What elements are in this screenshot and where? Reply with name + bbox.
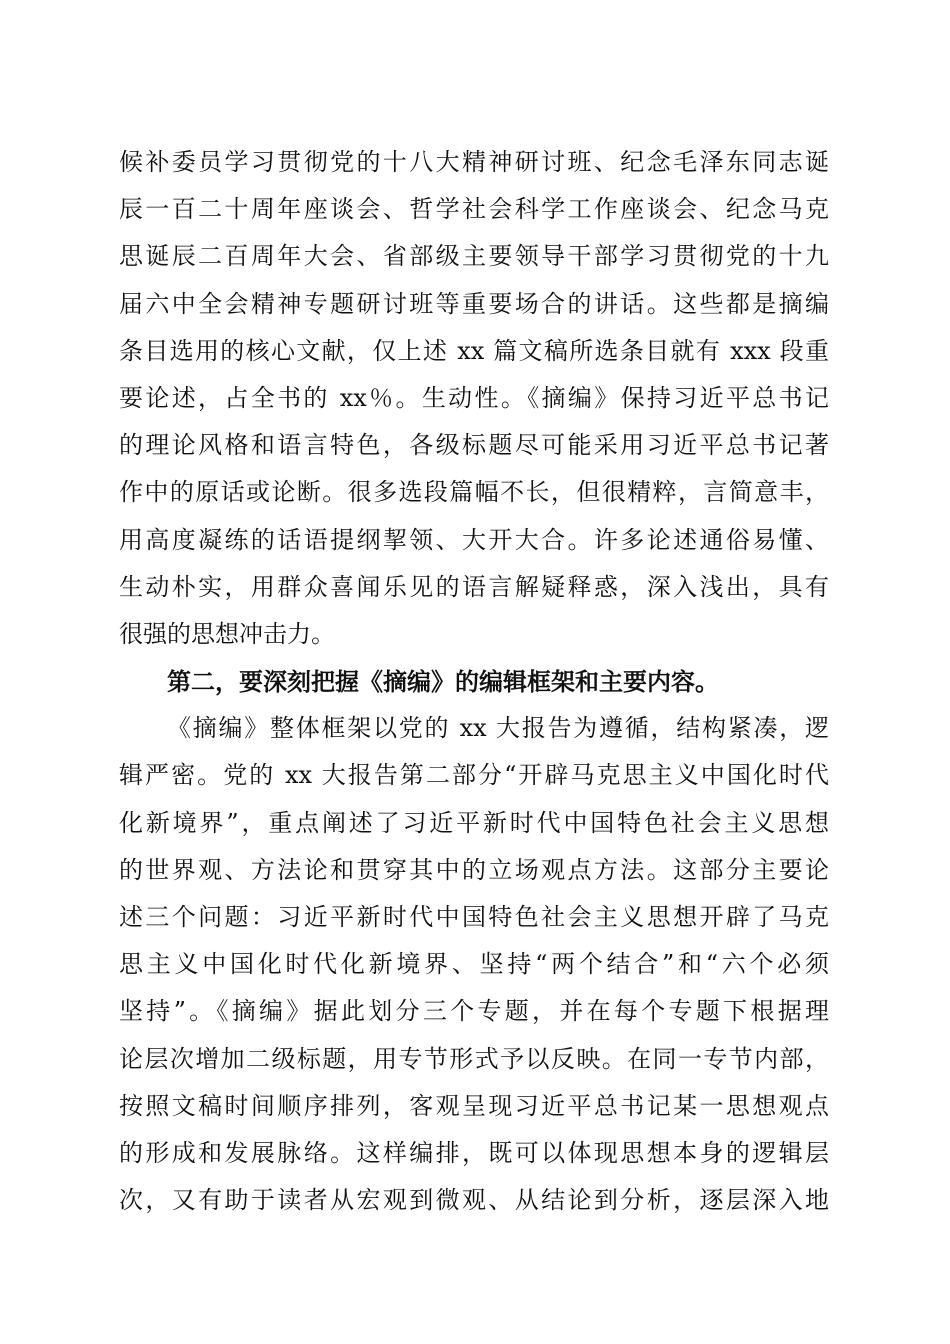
text-line: 辑严密。党的 xx 大报告第二部分“开辟马克思主义中国化时代 [119, 761, 829, 790]
text-line: 很强的思想冲击力。 [119, 619, 335, 648]
text-line: 《摘编》整体框架以党的 xx 大报告为遵循，结构紧凑，逻 [167, 714, 829, 743]
text-line: 的世界观、方法论和贯穿其中的立场观点方法。这部分主要论 [119, 855, 829, 884]
text-line: 条目选用的核心文献，仅上述 xx 篇文稿所选条目就有 xxx 段重 [119, 336, 829, 365]
text-line: 化新境界”，重点阐述了习近平新时代中国特色社会主义思想 [119, 808, 829, 837]
text-line: 按照文稿时间顺序排列，客观呈现习近平总书记某一思想观点 [119, 1091, 829, 1120]
text-line: 辰一百二十周年座谈会、哲学社会科学工作座谈会、纪念马克 [119, 195, 829, 224]
text-line: 用高度凝练的话语提纲挈领、大开大合。许多论述通俗易懂、 [119, 525, 829, 554]
text-line: 思诞辰二百周年大会、省部级主要领导干部学习贯彻党的十九 [119, 242, 829, 271]
section-heading: 第二，要深刻把握《摘编》的编辑框架和主要内容。 [167, 667, 719, 697]
text-line: 述三个问题：习近平新时代中国特色社会主义思想开辟了马克 [119, 903, 829, 931]
document-body [119, 139, 829, 1224]
text-line: 要论述，占全书的 xx％。生动性。《摘编》保持习近平总书记 [119, 383, 829, 412]
text-line: 论层次增加二级标题，用专节形式予以反映。在同一专节内部， [119, 1044, 829, 1073]
text-line: 候补委员学习贯彻党的十八大精神研讨班、纪念毛泽东同志诞 [119, 148, 829, 176]
text-line: 的形成和发展脉络。这样编排，既可以体现思想本身的逻辑层 [119, 1138, 829, 1167]
text-line: 坚持”。《摘编》据此划分三个专题，并在每个专题下根据理 [119, 997, 829, 1026]
text-line: 作中的原话或论断。很多选段篇幅不长，但很精粹，言简意丰， [119, 478, 829, 507]
text-line: 生动朴实，用群众喜闻乐见的语言解疑释惑，深入浅出，具有 [119, 572, 829, 601]
text-line: 思主义中国化时代化新境界、坚持“两个结合”和“六个必须 [119, 950, 829, 979]
text-line: 的理论风格和语言特色，各级标题尽可能采用习近平总书记著 [119, 431, 829, 460]
text-line: 次，又有助于读者从宏观到微观、从结论到分析，逐层深入地 [119, 1186, 829, 1215]
text-line: 届六中全会精神专题研讨班等重要场合的讲话。这些都是摘编 [119, 289, 829, 318]
